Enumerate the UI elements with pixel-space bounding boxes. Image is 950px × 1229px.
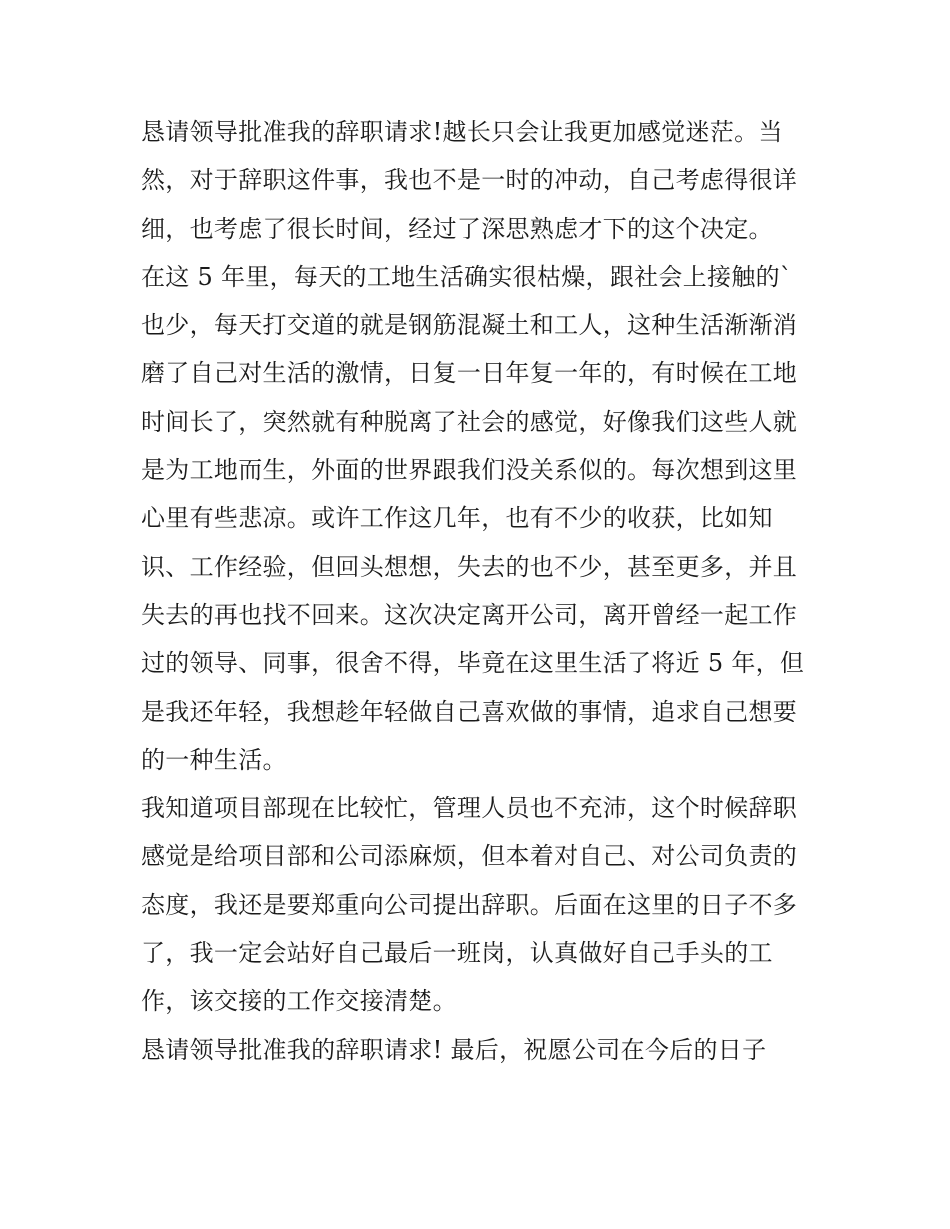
text-line: 然，对于辞职这件事，我也不是一时的冲动，自己考虑得很详 [141,166,798,195]
letter-body [141,108,821,1074]
text-line: 感觉是给项目部和公司添麻烦，但本着对自己、对公司负责的 [141,842,798,871]
text-line: 是我还年轻，我想趁年轻做自己喜欢做的事情，追求自己想要 [141,697,798,726]
text-line: 态度，我还是要郑重向公司提出辞职。后面在这里的日子不多 [141,890,798,919]
text-line: 的一种生活。 [141,745,287,774]
text-line: 了，我一定会站好自己最后一班岗，认真做好自己手头的工 [141,939,773,968]
text-line: 我知道项目部现在比较忙，管理人员也不充沛，这个时候辞职 [141,794,798,823]
text-line: 心里有些悲凉。或许工作这几年，也有不少的收获，比如知 [141,504,773,533]
text-line: 过的领导、同事，很舍不得，毕竟在这里生活了将近 5 年，但 [141,649,805,678]
text-line: 识、工作经验，但回头想想，失去的也不少，甚至更多，并且 [141,552,798,581]
text-line: 磨了自己对生活的激情，日复一日年复一年的，有时候在工地 [141,359,798,388]
text-line: 时间长了，突然就有种脱离了社会的感觉，好像我们这些人就 [141,407,798,436]
text-line: 恳请领导批准我的辞职请求! 最后，祝愿公司在今后的日子 [141,1035,767,1064]
text-line: 作，该交接的工作交接清楚。 [141,987,457,1016]
text-line: 也少，每天打交道的就是钢筋混凝土和工人，这种生活渐渐消 [141,311,798,340]
text-line: 是为工地而生，外面的世界跟我们没关系似的。每次想到这里 [141,456,798,485]
text-line: 在这 5 年里，每天的工地生活确实很枯燥，跟社会上接触的` [141,262,793,291]
text-line: 恳请领导批准我的辞职请求!越长只会让我更加感觉迷茫。当 [141,118,783,146]
text-line: 细，也考虑了很长时间，经过了深思熟虑才下的这个决定。 [141,214,773,243]
text-line: 失去的再也找不回来。这次决定离开公司，离开曾经一起工作 [141,600,798,629]
